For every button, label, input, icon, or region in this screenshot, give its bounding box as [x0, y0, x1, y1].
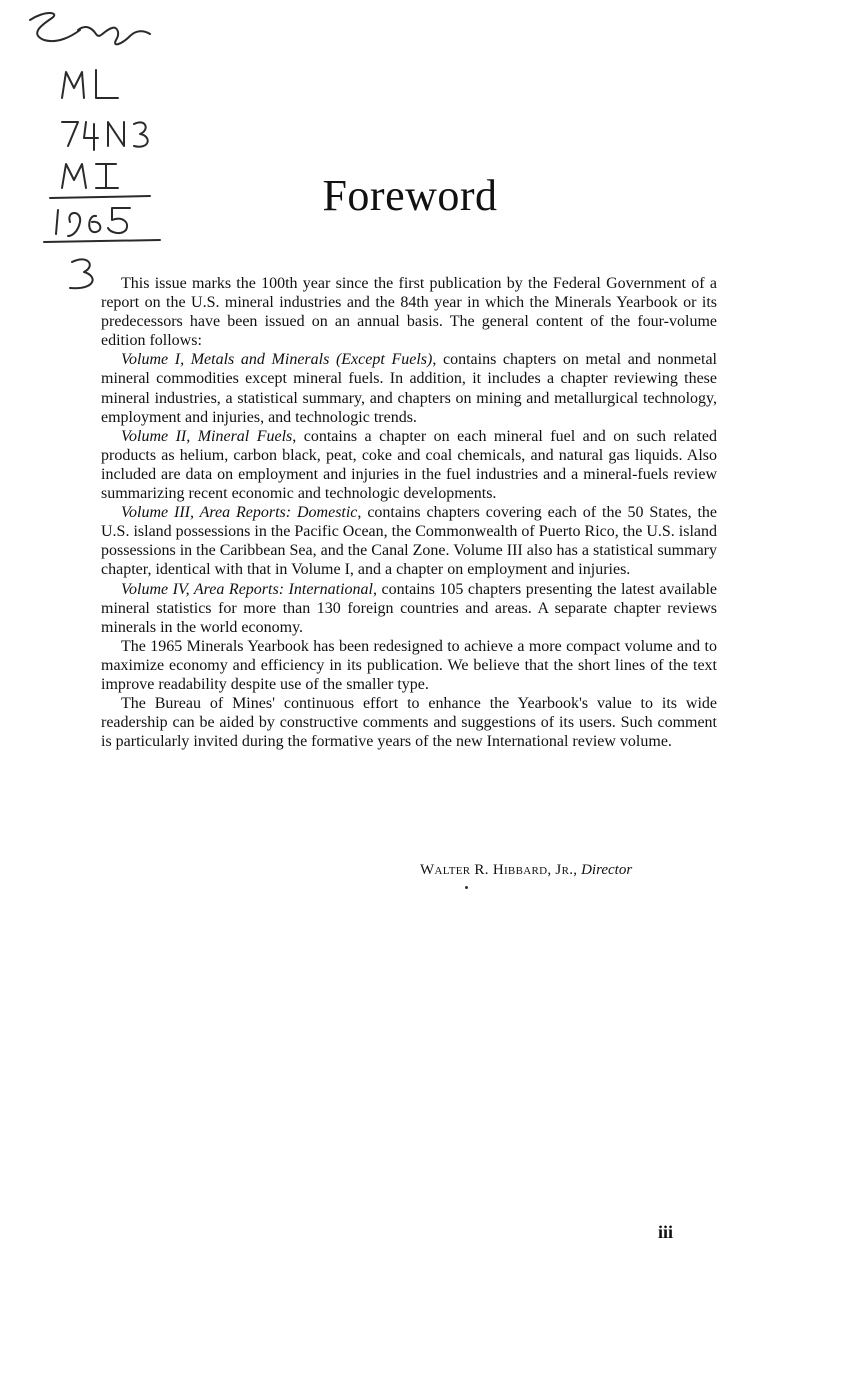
paragraph-text: , contains chapters covering each of the 50 States, the U.S. island possessions in the Pacific Ocean, the Commonwealth of Puerto Rico, the U.S. island possessions in the Caribbean Sea, and the Canal Zone. Volume III also has a statistical summary chapter, identical with that in Volume I, and a chapter on employment and injuries. — [101, 504, 718, 579]
signature-name: Walter R. Hibbard, Jr., — [420, 862, 578, 878]
print-speck — [465, 886, 468, 889]
foreword-body — [101, 274, 717, 751]
paragraph-volume-1 — [101, 350, 717, 426]
paragraph-comments — [101, 694, 717, 751]
signature-title: Director — [581, 862, 633, 878]
volume-title: Volume IV, Area Reports: International — [121, 580, 373, 598]
paragraph-text: The 1965 Minerals Yearbook has been redesigned to achieve a more compact volume and to maximize economy and efficiency in its publication. We believe that the short lines of the text improve readability despite use of the smaller type. — [101, 637, 717, 693]
paragraph-text: The Bureau of Mines' continuous effort to enhance the Yearbook's value to its wide readership can be aided by constructive comments and suggestions of its users. Such comment is particularly invited during the formative years of the new International review volume. — [101, 695, 717, 751]
volume-title: Volume I, Metals and Minerals (Except Fuels) — [121, 351, 433, 369]
page-title: Foreword — [322, 171, 498, 220]
paragraph-volume-4 — [101, 580, 717, 637]
paragraph-redesign — [101, 637, 717, 694]
paragraph-intro — [101, 274, 717, 350]
signature — [420, 862, 710, 879]
volume-title: Volume III, Area Reports: Domestic — [121, 504, 358, 522]
page-number: iii — [658, 1222, 674, 1242]
paragraph-text: This issue marks the 100th year since the first publication by the Federal Government of a report on the U.S. mineral industries and the 84th year in which the Minerals Yearbook or its predecessors have been issued on an annual basis. The general content of the four-volume edition follows: — [101, 275, 717, 350]
paragraph-text: , contains 105 chapters presenting the latest available mineral statistics for more than 130 foreign countries and areas. A separate chapter reviews minerals in the world economy. — [101, 580, 717, 636]
handwritten-catalog-note — [0, 0, 200, 300]
volume-title: Volume II, Mineral Fuels — [121, 427, 293, 445]
paragraph-volume-2 — [101, 427, 717, 503]
paragraph-volume-3 — [101, 503, 717, 579]
paragraph-text: , contains chapters on metal and nonmetal mineral commodities except mineral fuels. In addition, it includes a chapter reviewing these mineral industries, a statistical summary, and chapters on mining and metallurgical technology, employment and injuries, and technologic trends. — [101, 351, 717, 426]
paragraph-text: , contains a chapter on each mineral fuel and on such related products as helium, carbon black, peat, coke and coal chemicals, and natural gas liquids. Also included are data on employment and injuries in the fuel industries and a mineral-fuels review summarizing recent economic and technologic developments. — [101, 427, 717, 503]
